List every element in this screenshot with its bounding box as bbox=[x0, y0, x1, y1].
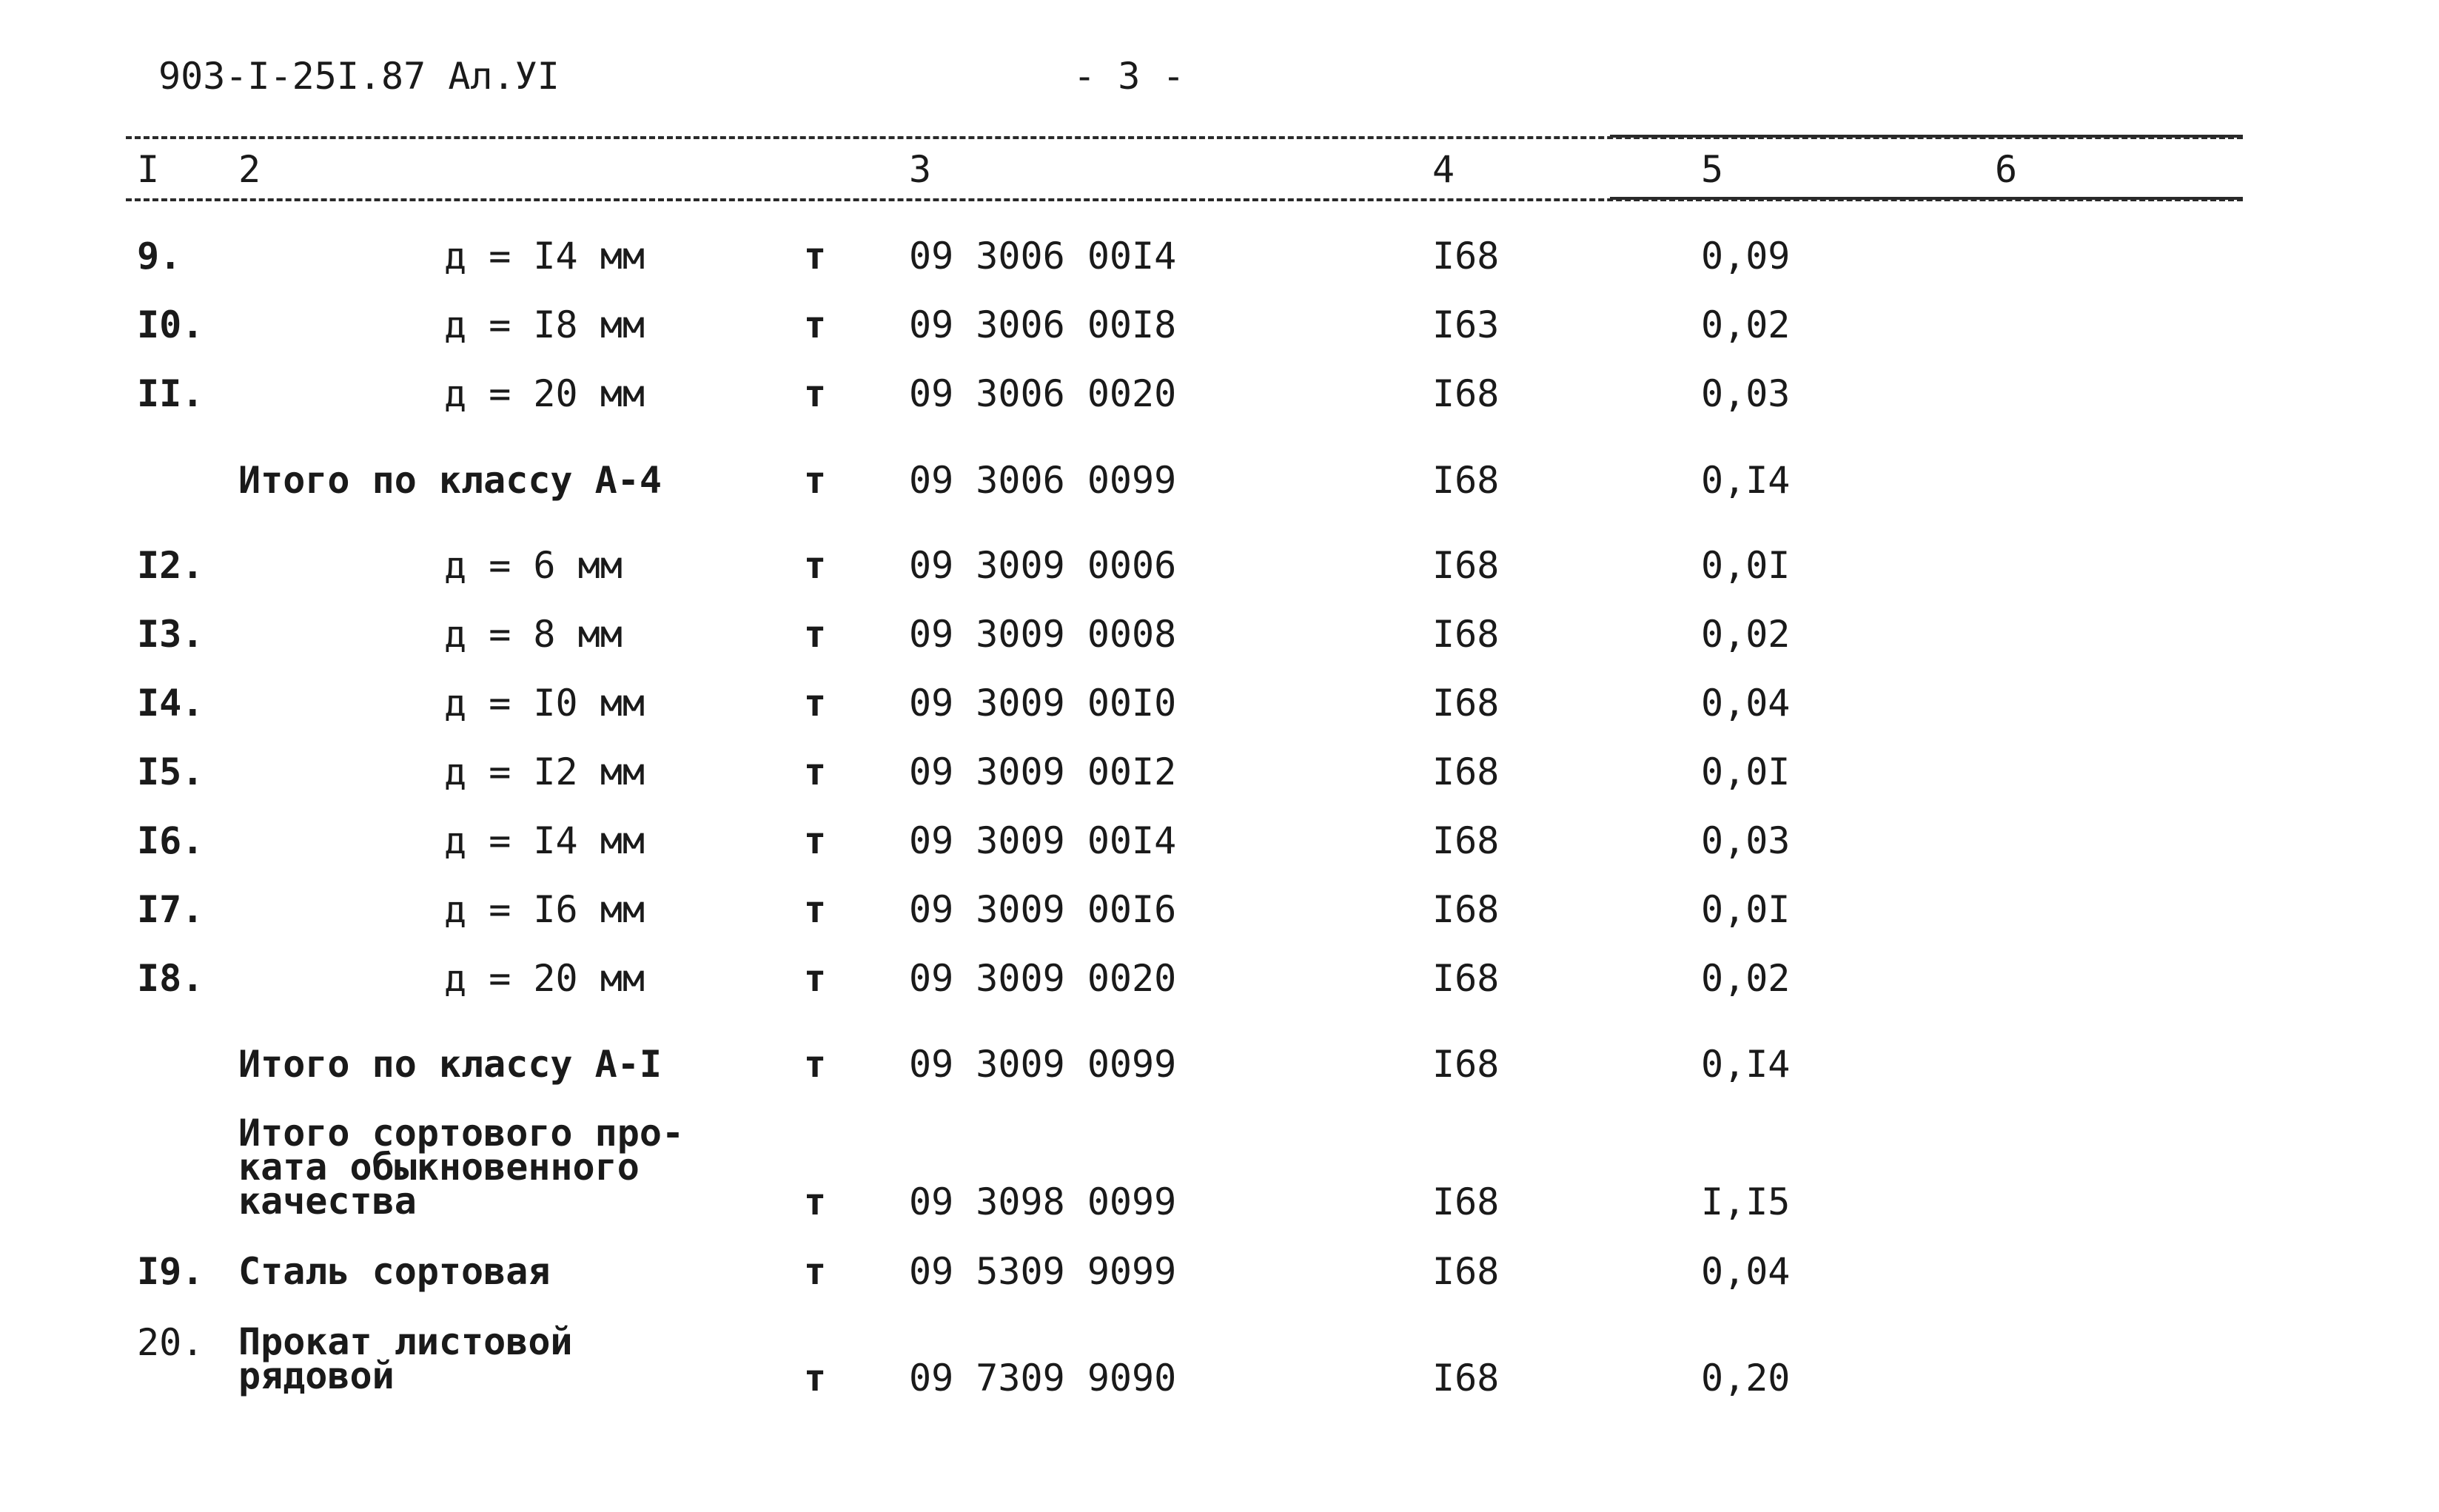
row-code: 09 5309 9099 bbox=[909, 1250, 1177, 1293]
row-unit: т bbox=[804, 1043, 827, 1086]
row-unit: т bbox=[804, 888, 827, 931]
column-header-6: 6 bbox=[1995, 148, 2018, 191]
row-col4: I68 bbox=[1432, 459, 1500, 502]
row-unit: т bbox=[804, 459, 827, 502]
column-header-5: 5 bbox=[1701, 148, 1724, 191]
column-header-3: 3 bbox=[909, 148, 932, 191]
table-row bbox=[0, 819, 2439, 867]
subtotal-row bbox=[0, 1043, 2439, 1091]
table-row bbox=[0, 613, 2439, 661]
row-number: I5. bbox=[137, 750, 204, 793]
row-col4: I68 bbox=[1432, 888, 1500, 931]
table-row bbox=[0, 372, 2439, 420]
row-number: I6. bbox=[137, 819, 204, 862]
table-row bbox=[0, 1250, 2439, 1298]
row-col5: 0,I4 bbox=[1701, 459, 1791, 502]
row-col5: 0,0I bbox=[1701, 750, 1791, 793]
row-unit: т bbox=[804, 1357, 827, 1400]
row-unit: т bbox=[804, 544, 827, 587]
row-col5: 0,03 bbox=[1701, 819, 1791, 862]
table-row bbox=[0, 888, 2439, 936]
row-number: II. bbox=[137, 372, 204, 415]
table-row bbox=[0, 750, 2439, 799]
table-row bbox=[0, 544, 2439, 592]
total-rolled-line: Итого сортового про- bbox=[238, 1112, 685, 1155]
row-col4: I68 bbox=[1432, 372, 1500, 415]
row-code: 09 3009 00I4 bbox=[909, 819, 1177, 862]
row-unit: т bbox=[804, 613, 827, 656]
row-name: д = I4 мм bbox=[444, 819, 645, 862]
row-col5: 0,09 bbox=[1701, 235, 1791, 278]
row-number: I9. bbox=[137, 1250, 204, 1293]
row-col5: 0,04 bbox=[1701, 1250, 1791, 1293]
row-col5: 0,02 bbox=[1701, 957, 1791, 1000]
row-col4: I68 bbox=[1432, 1043, 1500, 1086]
row-code: 09 3006 0020 bbox=[909, 372, 1177, 415]
column-header-1: I bbox=[137, 148, 160, 191]
row-name: д = 20 мм bbox=[444, 372, 645, 415]
row-code: 09 3006 00I4 bbox=[909, 235, 1177, 278]
row-unit: т bbox=[804, 750, 827, 793]
row-col4: I68 bbox=[1432, 235, 1500, 278]
row-col5: 0,0I bbox=[1701, 888, 1791, 931]
row-unit: т bbox=[804, 303, 827, 346]
row-number: I4. bbox=[137, 682, 204, 725]
table-top-rule-solid bbox=[1610, 135, 2243, 138]
table-row bbox=[0, 682, 2439, 730]
row-number: 9. bbox=[137, 235, 182, 278]
row-col5: 0,0I bbox=[1701, 544, 1791, 587]
row-col4: I68 bbox=[1432, 750, 1500, 793]
column-header-2: 2 bbox=[238, 148, 261, 191]
row-number: I2. bbox=[137, 544, 204, 587]
row-col5: 0,02 bbox=[1701, 613, 1791, 656]
table-row bbox=[0, 957, 2439, 1005]
row-code: 09 3009 0099 bbox=[909, 1043, 1177, 1086]
row-name: д = I4 мм bbox=[444, 235, 645, 278]
row-code: 09 3098 0099 bbox=[909, 1180, 1177, 1223]
row-col4: I68 bbox=[1432, 682, 1500, 725]
row-name: д = I8 мм bbox=[444, 303, 645, 346]
row-col5: 0,03 bbox=[1701, 372, 1791, 415]
row-name: д = I0 мм bbox=[444, 682, 645, 725]
subtotal-label: Итого по классу А-I bbox=[238, 1043, 662, 1086]
row-col5: 0,I4 bbox=[1701, 1043, 1791, 1086]
row-col5: 0,02 bbox=[1701, 303, 1791, 346]
row-col4: I68 bbox=[1432, 1357, 1500, 1400]
row-unit: т bbox=[804, 682, 827, 725]
row-name: д = 8 мм bbox=[444, 613, 623, 656]
row-code: 09 3009 00I2 bbox=[909, 750, 1177, 793]
row20-line: рядовой bbox=[238, 1354, 395, 1397]
row-col4: I63 bbox=[1432, 303, 1500, 346]
row-name: д = I6 мм bbox=[444, 888, 645, 931]
total-rolled-row bbox=[0, 1180, 2439, 1229]
row-code: 09 3009 00I6 bbox=[909, 888, 1177, 931]
row-unit: т bbox=[804, 235, 827, 278]
subtotal-label: Итого по классу А-4 bbox=[238, 459, 662, 502]
row-code: 09 3009 0006 bbox=[909, 544, 1177, 587]
row-code: 09 7309 9090 bbox=[909, 1357, 1177, 1400]
total-rolled-line: ката обыкновенного bbox=[238, 1146, 640, 1189]
row-col4: I68 bbox=[1432, 544, 1500, 587]
row20-line: Прокат листовой bbox=[238, 1320, 573, 1363]
document-code: 903-I-25I.87 Ал.УI bbox=[158, 55, 560, 98]
total-rolled-line: качества bbox=[238, 1180, 417, 1223]
row-number: I8. bbox=[137, 957, 204, 1000]
row-col4: I68 bbox=[1432, 613, 1500, 656]
row-name: д = 6 мм bbox=[444, 544, 623, 587]
row-col4: I68 bbox=[1432, 1180, 1500, 1223]
row-number: 20. bbox=[137, 1321, 204, 1364]
row-code: 09 3009 0020 bbox=[909, 957, 1177, 1000]
row-unit: т bbox=[804, 957, 827, 1000]
table-row bbox=[0, 235, 2439, 283]
row-col4: I68 bbox=[1432, 1250, 1500, 1293]
row-number: I7. bbox=[137, 888, 204, 931]
row-name: д = I2 мм bbox=[444, 750, 645, 793]
subtotal-row bbox=[0, 459, 2439, 507]
page-number: - 3 - bbox=[1073, 55, 1185, 98]
row-code: 09 3006 0099 bbox=[909, 459, 1177, 502]
row-col5: 0,20 bbox=[1701, 1357, 1791, 1400]
row-col5: I,I5 bbox=[1701, 1180, 1791, 1223]
row-col5: 0,04 bbox=[1701, 682, 1791, 725]
row-unit: т bbox=[804, 372, 827, 415]
row-unit: т bbox=[804, 1250, 827, 1293]
row-code: 09 3009 00I0 bbox=[909, 682, 1177, 725]
row-name: д = 20 мм bbox=[444, 957, 645, 1000]
row-col4: I68 bbox=[1432, 957, 1500, 1000]
row-code: 09 3009 0008 bbox=[909, 613, 1177, 656]
table-header-rule-solid bbox=[1610, 197, 2243, 200]
row-number: I3. bbox=[137, 613, 204, 656]
row-number: I0. bbox=[137, 303, 204, 346]
row-unit: т bbox=[804, 1180, 827, 1223]
table-row bbox=[0, 303, 2439, 352]
table-row bbox=[0, 1354, 2439, 1405]
column-header-4: 4 bbox=[1432, 148, 1455, 191]
row-code: 09 3006 00I8 bbox=[909, 303, 1177, 346]
row-col4: I68 bbox=[1432, 819, 1500, 862]
row-unit: т bbox=[804, 819, 827, 862]
row-name: Сталь сортовая bbox=[238, 1250, 551, 1293]
